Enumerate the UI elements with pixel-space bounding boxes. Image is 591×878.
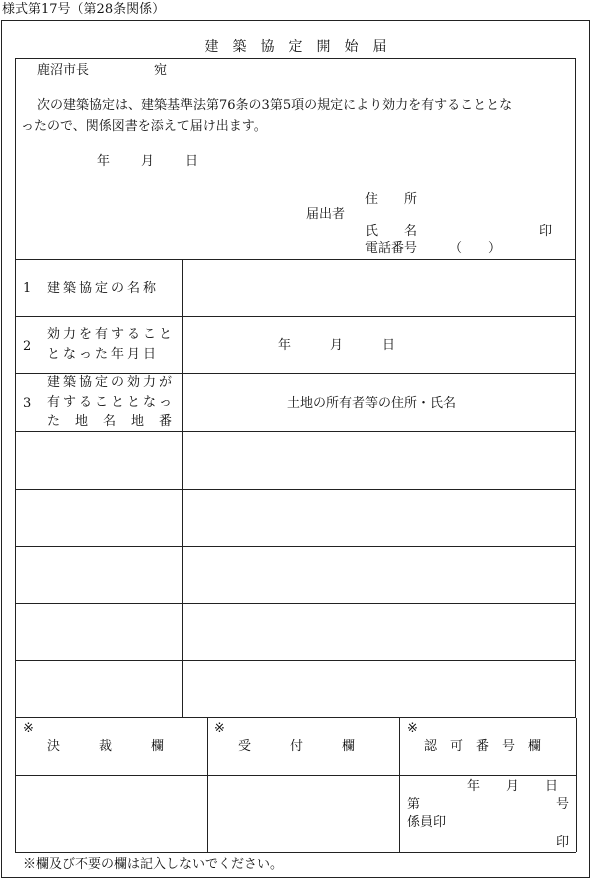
footnote: ※欄及び不要の欄は記入しないでください。 — [23, 857, 284, 872]
item-3-label-line1: 建築協定の効力が — [47, 375, 176, 390]
approval-bottom-line — [15, 852, 576, 853]
permit-no-prefix: 第 — [407, 797, 421, 812]
table-column-divider — [182, 259, 183, 718]
table-top-line — [15, 259, 576, 260]
reception-label: 受 付 欄 — [238, 739, 356, 754]
clerk-label: 係員印 — [407, 815, 447, 830]
table-line-1 — [15, 316, 576, 317]
body-text-line1: 次の建築協定は、建築基準法第76条の3第5項の規定により効力を有することとな — [37, 98, 513, 113]
decision-label: 決 裁 欄 — [47, 739, 165, 754]
table-line-5 — [15, 546, 576, 547]
item-3-value: 土地の所有者等の住所・氏名 — [287, 396, 457, 411]
table-line-6 — [15, 603, 576, 604]
permit-no-suffix: 号 — [556, 797, 570, 812]
approval-header-line — [15, 775, 576, 776]
approval-divider-2 — [399, 718, 400, 852]
permit-date: 年 月 日 — [467, 779, 559, 794]
item-2-label-line1: 効力を有すること — [47, 327, 176, 342]
table-line-7 — [15, 660, 576, 661]
item-1-label: 建築協定の名称 — [47, 281, 160, 296]
approval-divider-1 — [207, 718, 208, 852]
item-3-label-line2: 有することとなっ — [47, 395, 176, 410]
item-1-number: 1 — [23, 281, 32, 296]
date-month: 月 — [141, 154, 155, 169]
form-title: 建 築 協 定 開 始 届 — [204, 39, 387, 55]
permit-mark: ※ — [407, 721, 418, 736]
reception-mark: ※ — [214, 721, 225, 736]
applicant-label: 届出者 — [306, 207, 346, 222]
applicant-name-label: 氏 名 — [365, 224, 418, 239]
approval-left-edge — [15, 718, 16, 852]
applicant-phone-parens: （ ） — [449, 241, 502, 256]
item-3-label-line3: た 地 名 地 番 — [47, 414, 174, 429]
permit-label: 認 可 番 号 欄 — [424, 739, 542, 754]
applicant-phone-label: 電話番号 — [365, 241, 418, 256]
form-number: 様式第17号（第28条関係） — [2, 2, 166, 17]
approval-right-edge — [576, 718, 577, 852]
addressee-mayor: 鹿沼市長 — [37, 63, 90, 78]
body-text-line2: ったので、関係図書を添えて届け出ます。 — [21, 119, 267, 134]
item-3-number: 3 — [23, 396, 32, 411]
date-year: 年 — [97, 154, 111, 169]
table-line-4 — [15, 489, 576, 490]
item-2-label-line2: となった年月日 — [47, 347, 160, 362]
decision-mark: ※ — [23, 721, 34, 736]
addressee-honorific: 宛 — [154, 63, 168, 78]
table-line-3 — [15, 431, 576, 432]
applicant-address-label: 住 所 — [365, 192, 418, 207]
applicant-seal: 印 — [539, 224, 553, 239]
clerk-seal: 印 — [556, 835, 570, 850]
table-line-2 — [15, 373, 576, 374]
item-2-value: 年 月 日 — [278, 338, 396, 353]
item-2-number: 2 — [23, 339, 32, 354]
date-day: 日 — [185, 154, 199, 169]
